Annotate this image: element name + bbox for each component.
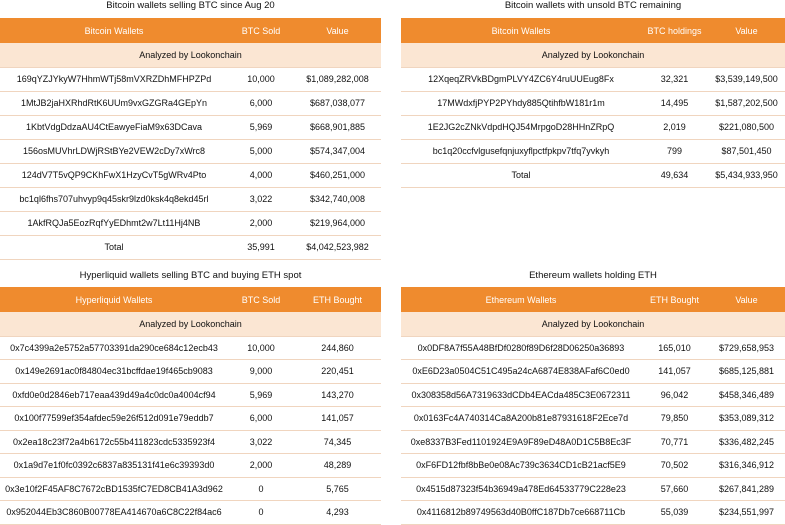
header-wallets: Ethereum Wallets (401, 287, 641, 312)
amount-cell: 5,969 (228, 383, 294, 407)
value-cell: 143,270 (294, 383, 381, 407)
value-cell: $1,587,202,500 (708, 91, 785, 115)
wallet-address: 0xE6D23a0504C51C495a24cA6874E838AFaf6C0ed0 (401, 360, 641, 384)
wallet-address: 0xF6FD12fbf8bBe0e08Ac739c3634CD1cB21acf5E9 (401, 454, 641, 478)
value-cell: 74,345 (294, 430, 381, 454)
amount-cell: 799 (641, 139, 708, 163)
analyzed-by-label: Analyzed by Lookonchain (401, 43, 785, 67)
amount-cell: 4,000 (228, 163, 294, 187)
wallet-address: 0xe8337B3Fed1101924E9A9F89eD48A0D1C5B8Ec3F (401, 430, 641, 454)
wallet-address: 0x1a9d7e1f0fc0392c6837a835131f41e6c39393d0 (0, 454, 228, 478)
value-cell: $3,539,149,500 (708, 67, 785, 91)
table-row (0, 115, 381, 139)
header-value: Value (294, 18, 381, 43)
value-cell: $4,042,523,982 (294, 235, 381, 259)
table-row (0, 67, 381, 91)
panel-title: Bitcoin wallets with unsold BTC remaining (504, 0, 682, 11)
wallet-address: 169qYZJYkyW7HhmWTj58mVXRZDhMFHPZPd (0, 67, 228, 91)
amount-cell: 6,000 (228, 91, 294, 115)
value-cell: $219,964,000 (294, 211, 381, 235)
amount-cell: 10,000 (228, 67, 294, 91)
amount-cell: 35,991 (228, 235, 294, 259)
amount-cell: 6,000 (228, 407, 294, 431)
wallet-address: 1MtJB2jaHXRhdRtK6UUm9vxGZGRa4GEpYn (0, 91, 228, 115)
value-cell: $87,501,450 (708, 139, 785, 163)
header-eth-bought: ETH Bought (294, 287, 381, 312)
wallet-address: 0xfd0e0d2846eb717eaa439d49a4c0dc0a4004cf94 (0, 383, 228, 407)
wallet-address: 0x100f77599ef354afdec59e26f512d091e79eddb7 (0, 407, 228, 431)
amount-cell: 2,019 (641, 115, 708, 139)
wallet-address: 12XqeqZRVkBDgmPLVY4ZC6Y4ruUUEug8Fx (401, 67, 641, 91)
amount-cell: 79,850 (641, 407, 708, 431)
wallet-address: 1E2JG2cZNkVdpdHQJ54MrpgoD28HHnZRpQ (401, 115, 641, 139)
amount-cell: 5,969 (228, 115, 294, 139)
amount-cell: 70,502 (641, 454, 708, 478)
amount-cell: 2,000 (228, 211, 294, 235)
amount-cell: 96,042 (641, 383, 708, 407)
wallet-address: bc1q20ccfvlgusefqnjuxyflpctfpkpv7tfq7yvkyh (401, 139, 641, 163)
value-cell: $267,841,289 (708, 477, 785, 501)
header-eth-bought: ETH Bought (641, 287, 708, 312)
wallet-address: 1KbtVdgDdzaAU4CtEawyeFiaM9x63DCava (0, 115, 228, 139)
value-cell: $234,551,997 (708, 501, 785, 525)
table-row (0, 91, 381, 115)
panel-title: Bitcoin wallets selling BTC since Aug 20 (106, 0, 275, 11)
panel-title: Ethereum wallets holding ETH (529, 270, 657, 281)
amount-cell: 14,495 (641, 91, 708, 115)
header-wallets: Bitcoin Wallets (401, 18, 641, 43)
wallet-address: bc1ql6fhs707uhvyp9q45skr9lzd0ksk4q8ekd45rl (0, 187, 228, 211)
wallet-address: 156osMUVhrLDWjRStBYe2VEW2cDy7xWrc8 (0, 139, 228, 163)
wallet-address: 1AkfRQJa5EozRqfYyEDhmt2w7Lt11Hj4NB (0, 211, 228, 235)
wallet-address: 0x308358d56A7319633dCDb4EACda485C3E0672311 (401, 383, 641, 407)
wallet-address: 0x2ea18c23f72a4b6172c55b411823cdc5335923f4 (0, 430, 228, 454)
value-cell: 141,057 (294, 407, 381, 431)
header-wallets: Bitcoin Wallets (0, 18, 228, 43)
table-row (0, 139, 381, 163)
wallet-address: 0x0DF8A7f55A48BfDf0280f89D6f28D06250a36893 (401, 336, 641, 360)
amount-cell: 49,634 (641, 163, 708, 187)
header-btc-sold: BTC Sold (228, 18, 294, 43)
wallet-address: 0x4515d87323f54b36949a478Ed64533779C228e23 (401, 477, 641, 501)
panel-title: Hyperliquid wallets selling BTC and buying ETH spot (79, 270, 302, 281)
value-cell: 4,293 (294, 501, 381, 525)
wallet-address: 124dV7T5vQP9CKhFwX1HzyCvT5gWRv4Pto (0, 163, 228, 187)
wallet-address: 0x952044Eb3C860B00778EA414670a6C8C22f84ac6 (0, 501, 228, 525)
wallet-address: 17MWdxfjPYP2PYhdy885QtihfbW181r1m (401, 91, 641, 115)
wallet-address: 0x7c4399a2e5752a57703391da290ce684c12ecb43 (0, 336, 228, 360)
wallet-address: 0x0163Fc4A740314Ca8A200b81e87931618F2Ece7d (401, 407, 641, 431)
header-value: Value (708, 18, 785, 43)
btc-selling-table (0, 18, 381, 260)
amount-cell: 57,660 (641, 477, 708, 501)
amount-cell: 0 (228, 501, 294, 525)
value-cell: $316,346,912 (708, 454, 785, 478)
table-row (0, 187, 381, 211)
value-cell: $687,038,077 (294, 91, 381, 115)
value-cell: $574,347,004 (294, 139, 381, 163)
amount-cell: 70,771 (641, 430, 708, 454)
header-btc-holdings: BTC holdings (641, 18, 708, 43)
table-row (0, 211, 381, 235)
value-cell: $221,080,500 (708, 115, 785, 139)
wallet-address: 0x149e2691ac0f84804ec31bcffdae19f465cb9083 (0, 360, 228, 384)
amount-cell: 9,000 (228, 360, 294, 384)
total-row (0, 235, 381, 259)
value-cell: $1,089,282,008 (294, 67, 381, 91)
amount-cell: 5,000 (228, 139, 294, 163)
analyzed-by-label: Analyzed by Lookonchain (401, 312, 785, 336)
amount-cell: 165,010 (641, 336, 708, 360)
amount-cell: 3,022 (228, 187, 294, 211)
header-value: Value (708, 287, 785, 312)
value-cell: $342,740,008 (294, 187, 381, 211)
amount-cell: 32,321 (641, 67, 708, 91)
value-cell: 48,289 (294, 454, 381, 478)
value-cell: 220,451 (294, 360, 381, 384)
value-cell: $685,125,881 (708, 360, 785, 384)
value-cell: $336,482,245 (708, 430, 785, 454)
header-btc-sold: BTC Sold (228, 287, 294, 312)
amount-cell: 141,057 (641, 360, 708, 384)
analyzed-by-label: Analyzed by Lookonchain (0, 43, 381, 67)
value-cell: $458,346,489 (708, 383, 785, 407)
amount-cell: 2,000 (228, 454, 294, 478)
total-label: Total (0, 235, 228, 259)
amount-cell: 10,000 (228, 336, 294, 360)
amount-cell: 3,022 (228, 430, 294, 454)
analyzed-by-label: Analyzed by Lookonchain (0, 312, 381, 336)
amount-cell: 55,039 (641, 501, 708, 525)
value-cell: $668,901,885 (294, 115, 381, 139)
value-cell: $353,089,312 (708, 407, 785, 431)
total-label: Total (401, 163, 641, 187)
value-cell: $729,658,953 (708, 336, 785, 360)
value-cell: 244,860 (294, 336, 381, 360)
value-cell: 5,765 (294, 477, 381, 501)
wallet-address: 0x3e10f2F45AF8C7672cBD1535fC7ED8CB41A3d962 (0, 477, 228, 501)
value-cell: $5,434,933,950 (708, 163, 785, 187)
wallet-address: 0x4116812b89749563d40B0ffC187Db7ce668711Cb (401, 501, 641, 525)
table-row (0, 163, 381, 187)
value-cell: $460,251,000 (294, 163, 381, 187)
header-wallets: Hyperliquid Wallets (0, 287, 228, 312)
amount-cell: 0 (228, 477, 294, 501)
